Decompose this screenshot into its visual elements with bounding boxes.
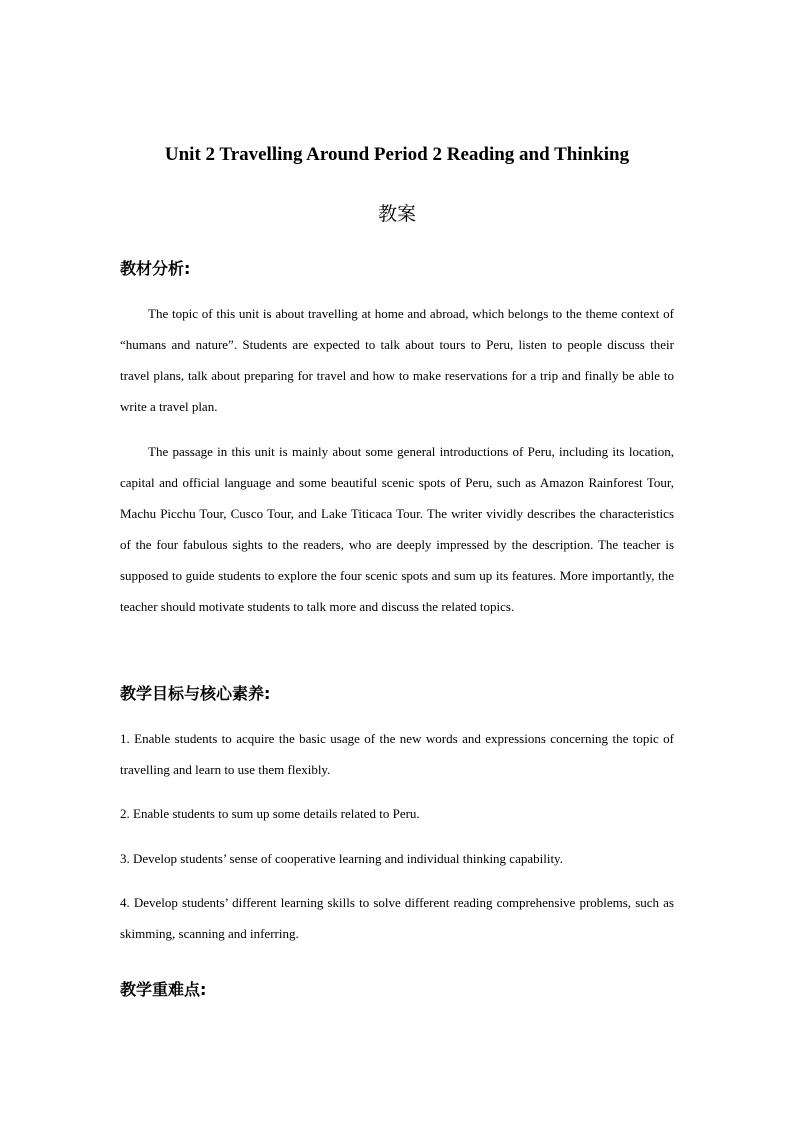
- paragraph: The topic of this unit is about travelling at home and abroad, which belongs to the theme context of “humans and nature”. Students are expected to talk about tours to Peru, listen to people discuss their travel plans, talk about preparing for travel and how to make reservations for a trip and finally be able to write a travel plan.: [120, 306, 674, 414]
- paragraph: The passage in this unit is mainly about some general introductions of Peru, including its location, capital and official language and some beautiful scenic spots of Peru, such as Amazon Rainforest Tour, Machu Picchu Tour, Cusco Tour, and Lake Titicaca Tour. The writer vividly describes the characteristics of the four fabulous sights to the readers, who are deeply impressed by the description. The teacher is supposed to guide students to explore the four scenic spots and sum up its features. More importantly, the teacher should motivate students to talk more and discuss the related topics.: [120, 444, 674, 614]
- list-item: 4. Develop students’ different learning skills to solve different reading comprehensive problems, such as skimming, scanning and inferring.: [120, 895, 674, 941]
- section-heading-objectives: 教学目标与核心素养:: [120, 684, 271, 703]
- list-item: 3. Develop students’ sense of cooperative learning and individual thinking capability.: [120, 851, 563, 866]
- document-subtitle: 教案: [377, 203, 416, 225]
- list-item: 2. Enable students to sum up some details related to Peru.: [120, 806, 420, 821]
- section-heading-materials: 教材分析:: [120, 259, 191, 278]
- document-title: Unit 2 Travelling Around Period 2 Reading and Thinking: [164, 144, 630, 165]
- list-item: 1. Enable students to acquire the basic usage of the new words and expressions concerning the topic of travelling and learn to use them flexibly.: [120, 731, 674, 777]
- section-heading-key-points: 教学重难点:: [120, 980, 207, 999]
